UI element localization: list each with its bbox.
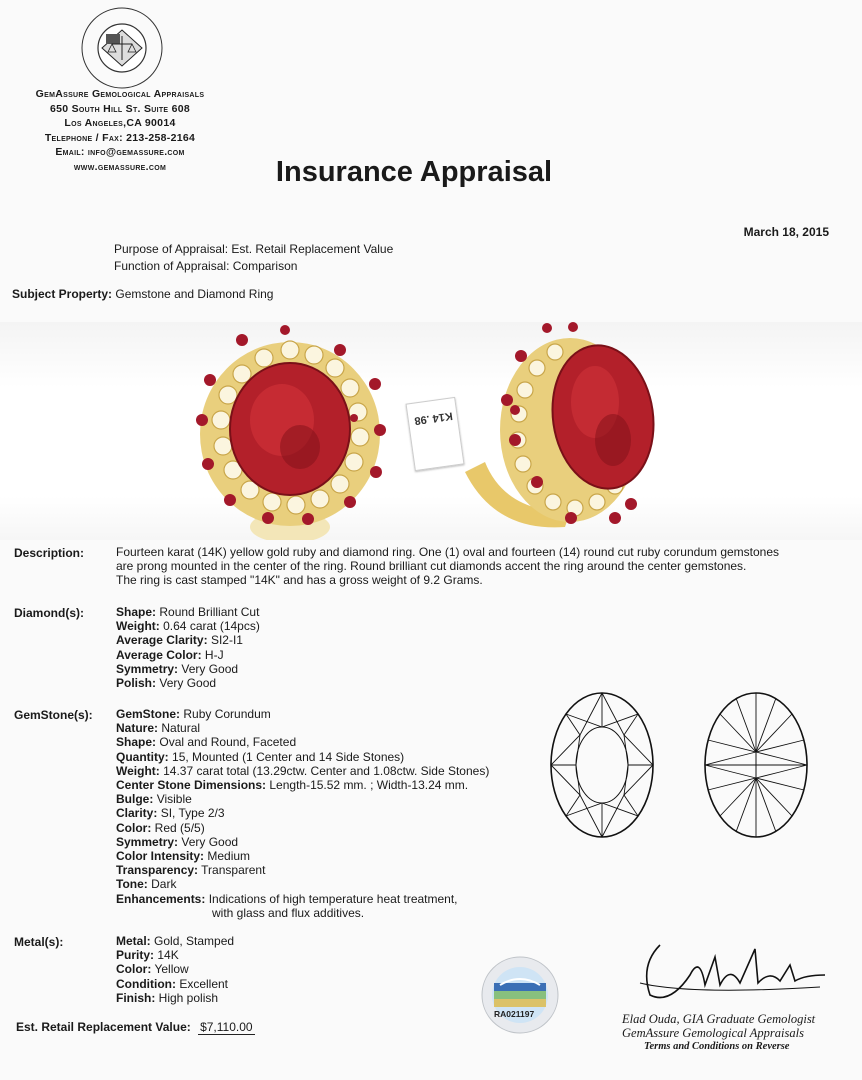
gemstone-row: Quantity: 15, Mounted (1 Center and 14 Side Stones) — [116, 749, 405, 764]
gemstone-row: Color: Red (5/5) — [116, 820, 205, 835]
gemstone-row: Bulge: Visible — [116, 792, 192, 807]
page-title: Insurance Appraisal — [275, 156, 553, 188]
logo-seal-icon — [68, 6, 176, 90]
signature-image — [630, 935, 830, 1012]
gemstones-details — [116, 707, 489, 920]
description-line: Fourteen karat (14K) yellow gold ruby and diamond ring. One (1) oval and fourteen (14) round cut ruby corundum gemstones — [116, 545, 780, 559]
diamond-row: Average Color: H-J — [116, 647, 224, 662]
gemstone-row: Tone: Dark — [116, 877, 177, 892]
hologram-icon — [480, 955, 560, 1035]
company-address-line2: Los Angeles,CA 90014 — [64, 117, 176, 129]
description-label: Description: — [14, 546, 85, 560]
signer-company: GemAssure Gemological Appraisals — [622, 1026, 804, 1040]
gemstone-row: Shape: Oval and Round, Faceted — [116, 735, 297, 750]
replacement-value — [16, 1020, 255, 1034]
company-logo — [68, 6, 176, 90]
handwritten-signature — [630, 935, 830, 1007]
gemstone-row: Center Stone Dimensions: Length-15.52 mm. ; Width-13.24 mm. — [116, 778, 469, 793]
oval-crown-diagram — [548, 690, 656, 845]
diamond-row: Shape: Round Brilliant Cut — [116, 605, 260, 619]
appraisal-purpose: Purpose of Appraisal: Est. Retail Replacement Value — [114, 242, 394, 256]
oval-crown-icon — [548, 690, 656, 840]
oval-pavilion-diagram — [702, 690, 810, 845]
gemstone-row: Weight: 14.37 carat total (13.29ctw. Center and 1.08ctw. Side Stones) — [116, 763, 490, 778]
company-name: GemAssure Gemological Appraisals — [35, 88, 205, 100]
description-text — [116, 545, 836, 588]
gemstone-row: Enhancements: Indications of high temperature heat treatment, — [116, 891, 458, 906]
metal-row: Finish: High polish — [116, 990, 219, 1005]
description-line: are prong mounted in the center of the ring. Round brilliant cut diamonds accent the ring around the center gemstones. — [116, 559, 747, 574]
metal-row: Metal: Gold, Stamped — [116, 934, 235, 948]
oval-pavilion-icon — [702, 690, 810, 840]
ring-photo-front — [190, 322, 400, 540]
company-email: Email: info@gemassure.com — [55, 146, 185, 158]
subject-label: Subject Property: — [12, 287, 113, 301]
signer-name: Elad Ouda, GIA Graduate Gemologist — [622, 1012, 816, 1026]
diamond-row: Weight: 0.64 carat (14pcs) — [116, 619, 260, 634]
company-phone: Telephone / Fax: 213-258-2164 — [44, 131, 196, 144]
company-website: www.gemassure.com — [73, 160, 167, 173]
value-label: Est. Retail Replacement Value: — [16, 1020, 191, 1034]
diamond-row: Polish: Very Good — [116, 676, 217, 691]
appraisal-date: March 18, 2015 — [743, 225, 829, 239]
metal-row: Purity: 14K — [116, 948, 179, 963]
ring-photo-angle — [455, 322, 665, 540]
gemstone-row: Transparency: Transparent — [116, 863, 266, 878]
description-line: The ring is cast stamped "14K" and has a gross weight of 9.2 Grams. — [116, 573, 483, 588]
value-amount: $7,110.00 — [200, 1020, 253, 1034]
subject-value: Gemstone and Diamond Ring — [115, 287, 274, 301]
price-tag-text: K14 .98 — [413, 409, 454, 427]
appraisal-function: Function of Appraisal: Comparison — [114, 259, 298, 273]
gemstone-row: Nature: Natural — [116, 721, 201, 736]
metal-label: Metal(s): — [14, 935, 64, 949]
gemstones-label: GemStone(s): — [14, 708, 93, 722]
hologram-seal — [480, 955, 560, 1035]
diamond-row: Average Clarity: SI2-I1 — [116, 633, 243, 648]
gemstone-row: GemStone: Ruby Corundum — [116, 707, 271, 721]
terms-note: Terms and Conditions on Reverse — [644, 1041, 790, 1052]
hologram-code: RA021197 — [494, 1009, 535, 1019]
diamonds-details — [116, 605, 260, 690]
ring-front-image — [190, 322, 400, 540]
subject-property — [12, 287, 273, 302]
company-address-line1: 650 South Hill St. Suite 608 — [49, 102, 191, 115]
gemstone-row: with glass and flux additives. — [212, 905, 365, 920]
metal-details — [116, 934, 234, 1005]
signature-block — [622, 1012, 815, 1054]
metal-row: Color: Yellow — [116, 962, 189, 977]
ring-angle-image — [455, 322, 665, 540]
gemstone-row: Symmetry: Very Good — [116, 834, 239, 849]
diamond-row: Symmetry: Very Good — [116, 661, 239, 676]
gemstone-row: Clarity: SI, Type 2/3 — [116, 806, 225, 821]
diamonds-label: Diamond(s): — [14, 606, 84, 620]
gemstone-row: Color Intensity: Medium — [116, 849, 251, 864]
metal-row: Condition: Excellent — [116, 976, 229, 991]
